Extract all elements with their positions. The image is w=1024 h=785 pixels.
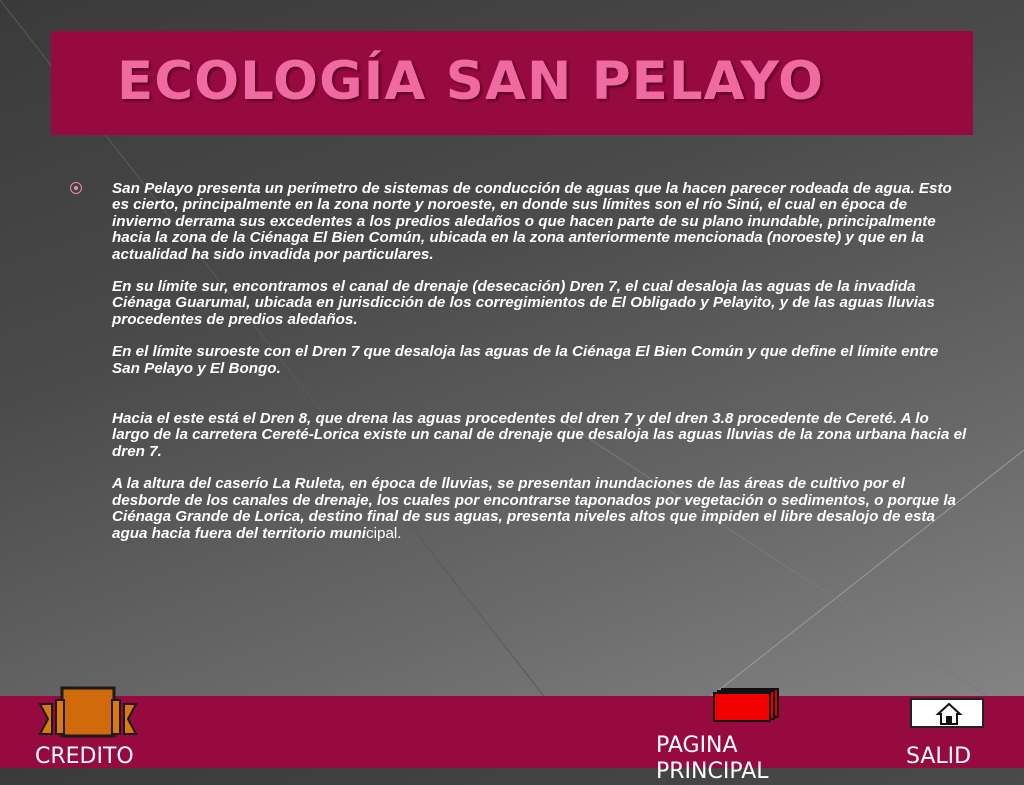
footer-bar [0, 696, 1024, 784]
main-content [70, 181, 970, 542]
paragraph-1: San Pelayo presenta un perímetro de sistemas de conducción de aguas que la hacen parecer rodeada de agua. Esto es cierto, principalmente en la zona norte y noroeste, en donde sus límites son el río Sinú, el cual en época de invierno derrama sus excedentes a los predios aledaños o que hacen parte de su plano inundable, principalmente hacia la zona de la Ciénaga El Bien Común, ubicada en la zona anteriormente mencionada (noroeste) y que en la actualidad ha sido invadida por particulares. [112, 180, 952, 263]
page-title: ECOLOGÍA SAN PELAYO [117, 51, 825, 112]
paragraph-2: En su límite sur, encontramos el canal de drenaje (desecación) Dren 7, el cual desaloja las aguas de la invadida Ciénaga Guarumal, ubicada en jurisdicción de los corregimientos de El Obligado y Pelayito, y de las aguas lluvias procedentes de predios aledaños. [112, 278, 935, 328]
exit-link[interactable]: SALID [906, 744, 972, 769]
paragraph-3: En el límite suroeste con el Dren 7 que desaloja las aguas de la Ciénaga El Bien Común y que define el límite entre San Pelayo y El Bongo. [112, 343, 939, 377]
stacked-pages-icon[interactable] [710, 688, 782, 724]
paragraph-5 [112, 476, 970, 542]
credit-link[interactable]: CREDITO [35, 744, 134, 769]
bullet-icon [70, 182, 82, 194]
exit-button[interactable] [910, 698, 984, 728]
paragraph-5-text: A la altura del caserío La Ruleta, en época de lluvias, se presentan inundaciones de las áreas de cultivo por el desborde de los canales de drenaje, los cuales por encontrarse taponados por vegetación o sedimentos, o porque la Ciénaga Grande de Lorica, destino final de sus aguas, presenta niveles altos que impiden el libre desalojo de esta agua hacia fuera del territorio muni [112, 475, 956, 542]
paragraph-4: Hacia el este está el Dren 8, que drena las aguas procedentes del dren 7 y del dren 3.8 procedente de Cereté. A lo largo de la carretera Cereté-Lorica existe un canal de drenaje que desaloja las aguas lluvias de la zona urbana hacia el dren 7. [112, 410, 967, 460]
main-page-link[interactable]: PAGINA PRINCIPAL [656, 733, 769, 784]
home-icon [937, 703, 961, 725]
title-banner [51, 31, 973, 135]
scroll-icon[interactable] [38, 686, 138, 742]
paragraph-5-end: cipal. [366, 524, 402, 542]
